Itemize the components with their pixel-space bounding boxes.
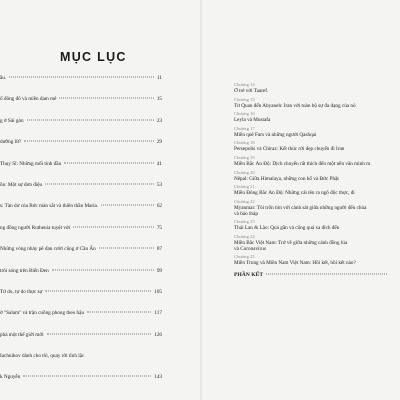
- chapter-label: Chương 18: [234, 140, 255, 146]
- toc-entry-page: 87: [156, 246, 162, 253]
- chapter-label: Chương 19: [234, 154, 255, 160]
- chapter-label: Chương 23: [234, 218, 255, 224]
- toc-entry-page: 15: [156, 96, 162, 103]
- dot-leader: [64, 162, 154, 163]
- chapter-label: Chương 25: [234, 253, 255, 259]
- toc-entry[interactable]: [0, 158, 162, 179]
- toc-entry[interactable]: [234, 170, 390, 185]
- toc-entry-title: ng đồng người Ruthenia tuyệt vời: [0, 224, 71, 231]
- toc-entry[interactable]: [0, 222, 162, 243]
- toc-entry[interactable]: [234, 126, 390, 141]
- chapter-label: Chương 17: [234, 125, 255, 131]
- toc-entry-title: Miền Trung và Miền Nam Việt Nam: Hồi kết, hồi kết nào?: [234, 259, 356, 266]
- toc-entry[interactable]: [0, 329, 162, 350]
- toc-entry-title: Thái Lan & Lào: Quá gần và cũng quá xa đích đến: [234, 224, 340, 231]
- dot-leader: [47, 333, 152, 334]
- toc-entry-title: g ở Sài gòn: [0, 117, 24, 124]
- toc-entry-title-line2: và bảo tháp: [234, 210, 258, 217]
- toc-entry[interactable]: [0, 72, 162, 93]
- toc-entry-page: 41: [156, 160, 162, 167]
- toc-entry-title-line2: và Coronavirus: [234, 245, 266, 252]
- toc-entry[interactable]: [234, 155, 390, 170]
- toc-entry[interactable]: [234, 234, 390, 254]
- dot-leader: [24, 141, 154, 142]
- dot-leader: [73, 226, 154, 227]
- toc-entry[interactable]: [234, 199, 390, 219]
- toc-entry-title: ầu.: [0, 75, 7, 81]
- toc-entry[interactable]: [234, 111, 390, 126]
- toc-entry[interactable]: [0, 350, 162, 371]
- toc-left-column: [0, 72, 162, 393]
- toc-entry-title: ố đông đô và miền đam mê: [0, 96, 57, 103]
- toc-entry-title: Tứ do, tự do thực sự: [0, 288, 43, 295]
- epilogue-entry[interactable]: [234, 272, 390, 278]
- toc-entry-title: Miền Bắc Việt Nam: Trở về giữa những cánh đồng lúa: [234, 239, 348, 246]
- toc-entry-title: Persepolis và Chiraz: Kết thúc rời đẹp chuyến đi Iran: [234, 146, 345, 153]
- toc-entry[interactable]: [234, 140, 390, 155]
- toc-entry[interactable]: [234, 254, 390, 269]
- toc-entry-title: Những vòng nhảy pê đan cười cũng ở Cần Ấn: [0, 246, 96, 253]
- toc-entry-title: dưỡng lữ?: [0, 139, 22, 146]
- chapter-label: Chương 24: [234, 233, 255, 239]
- dot-leader: [45, 183, 154, 184]
- toc-entry-page: 105: [154, 288, 162, 295]
- toc-entry-title: Nêpal: Giữa Himalaya, những con hổ và Đức Phật: [234, 175, 339, 182]
- toc-entry-page: 126: [154, 331, 162, 338]
- toc-title: MỤC LỤC: [60, 50, 127, 64]
- toc-entry[interactable]: [0, 115, 162, 136]
- chapter-label: Chương 15: [234, 96, 255, 102]
- dot-leader: [87, 312, 151, 313]
- toc-entry-page: 143: [154, 374, 162, 381]
- toc-entry-title: s: Tàn dư của Bức màn sắt và thiên thần Maria.: [0, 203, 99, 210]
- toc-entry-title: k Nguyễn: [0, 374, 21, 381]
- dot-leader: [59, 98, 153, 99]
- toc-entry[interactable]: [0, 265, 162, 286]
- chapter-label: Chương 16: [234, 111, 255, 117]
- toc-entry-title: ờ "Salam" và trận cuồng phong theo hậu: [0, 310, 85, 317]
- book-gutter: [200, 0, 203, 400]
- toc-entry[interactable]: [234, 82, 390, 97]
- toc-entry-title: Miền quê Fars và những người Qashqai: [234, 131, 317, 138]
- toc-entry-title: phá một thế giới mới: [0, 331, 44, 338]
- toc-entry[interactable]: [0, 93, 162, 114]
- dot-leader: [101, 205, 154, 206]
- dot-leader: [266, 274, 387, 275]
- toc-entry-page: 29: [156, 139, 162, 146]
- toc-entry-title: ồn: Một sự đơn điệu: [0, 181, 43, 188]
- toc-entry-page: 53: [156, 181, 162, 188]
- toc-entry-page: 117: [154, 310, 162, 317]
- toc-entry-title: trôi sóng trên Biển Đen: [0, 267, 49, 274]
- toc-entry-title: Miền Bắc Ấn Độ: Dịch chuyển rất thích đến một nền văn minh m: [234, 160, 371, 167]
- dot-leader: [23, 376, 151, 377]
- dot-leader: [99, 248, 154, 249]
- toc-entry-title: Từ Quan đến Abyaneh: Iran với toàn bộ sự đa dạng của nó: [234, 102, 356, 109]
- dot-leader: [52, 269, 154, 270]
- toc-entry-title: Myanmar: Tôi trốn tìm với cảnh sát giữa những người đến chùa: [234, 204, 367, 211]
- toc-right-column: [234, 82, 390, 278]
- chapter-label: Chương 14: [234, 82, 255, 87]
- chapter-label: Chương 21: [234, 184, 255, 190]
- toc-entry-page: 23: [156, 117, 162, 124]
- toc-entry[interactable]: [234, 184, 390, 199]
- toc-entry[interactable]: [234, 97, 390, 112]
- toc-entry[interactable]: [0, 243, 162, 264]
- toc-entry-page: 75: [156, 224, 162, 231]
- toc-entry[interactable]: [234, 219, 390, 234]
- toc-entry-page: 99: [156, 267, 162, 274]
- dot-leader: [27, 119, 154, 120]
- toc-entry[interactable]: [0, 200, 162, 221]
- chapter-label: Chương 20: [234, 169, 255, 175]
- toc-entry[interactable]: [0, 286, 162, 307]
- dot-leader: [45, 290, 151, 291]
- chapter-label: Chương 22: [234, 198, 255, 204]
- epilogue-label: PHẦN KẾT: [234, 272, 264, 279]
- toc-entry-title: Thụy Sĩ: Những mối tình đầu: [0, 160, 62, 167]
- toc-entry-title: Miền Đông Bắc Ấn Độ: Những cái tên ra ngõ độc thực, đi: [234, 190, 355, 197]
- toc-entry-title: Leyla và Mustafa: [234, 117, 271, 124]
- toc-entry[interactable]: [0, 179, 162, 200]
- toc-entry-title: Ở trẻ với Taaref.: [234, 88, 269, 94]
- toc-entry[interactable]: [0, 307, 162, 328]
- toc-entry-page: 62: [156, 203, 162, 210]
- dot-leader: [9, 77, 154, 78]
- toc-entry[interactable]: [0, 136, 162, 157]
- toc-entry-page: 11: [157, 75, 162, 81]
- toc-entry[interactable]: [0, 371, 162, 392]
- toc-entry-title: Iachnikov dành cho tôi, quay rời tĩnh lặc: [0, 353, 85, 360]
